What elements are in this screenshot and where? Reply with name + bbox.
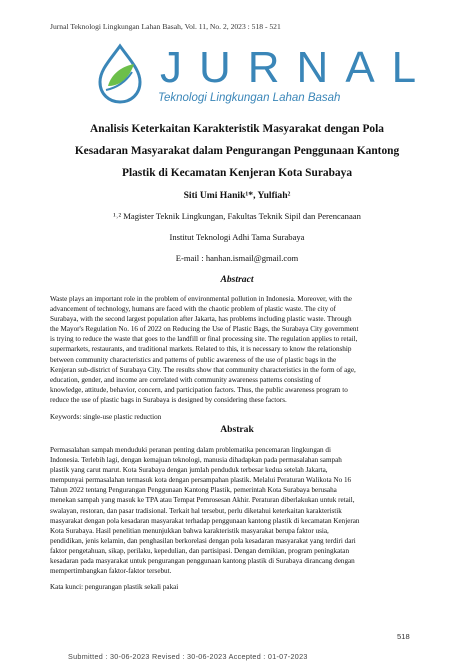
abstrak-line: mempunyai permasalahan termasuk kota dengan persampahan plastik. Melalui Peraturan Walikota No 16 xyxy=(50,476,352,485)
abstrak-line: mempertimbangkan faktor-faktor tersebut. xyxy=(50,567,172,576)
journal-header: Jurnal Teknologi Lingkungan Lahan Basah, Vol. 11, No. 2, 2023 : 518 - 521 xyxy=(50,22,281,31)
abstrak-line: Permasalahan sampah menduduki peranan penting dalam problematika pencemaran lingkungan di xyxy=(50,446,331,454)
abstract-text xyxy=(50,294,424,405)
abstrak-line: kesadaran pada masyarakat untuk pengurangan penggunaan kantong plastik di Surabaya dirancang dengan xyxy=(50,557,355,566)
abstract-heading: Abstract xyxy=(220,274,254,285)
abstract-line: supermarkets, restaurants, and traditional markets. Related to this, it is necessary to know the relationship xyxy=(50,345,352,354)
abstract-line: Surabaya, with the second largest population after Jakarta, has problems including plastic waste. Through xyxy=(50,315,352,324)
logo-wordmark: JURNAL xyxy=(160,43,434,92)
abstrak-line: swalayan, restoran, dan pasar tradisional. Terkait hal tersebut, perlu diketahui keterkaitan karakteristik xyxy=(50,506,342,515)
abstrak-line: Kota Surabaya. Hasil penelitian menunjukkan bahwa karakteristik masyarakat berupa faktor usia, xyxy=(50,526,329,535)
abstract-line: education, gender, and income are correlated with community awareness patterns consisting of xyxy=(50,375,321,384)
page-number: 518 xyxy=(397,632,410,641)
abstrak-line: menekan sampah yang masuk ke TPA atau Tempat Pemrosesan Akhir. Peraturan diberlakukan untuk retail, xyxy=(50,496,355,505)
abstrak-line: pendidikan, jenis kelamin, dan penghasilan berkorelasi dengan pola kesadaran masyarakat yang terdiri dari xyxy=(50,536,356,545)
abstrak-line: faktor pengetahuan, sikap, perilaku, kepedulian, dan partisipasi. Dengan demikian, program peningkatan xyxy=(50,546,350,555)
leaf-drop-logo-icon xyxy=(88,42,152,106)
authors: Siti Umi Hanik¹*, Yulfiah² xyxy=(183,190,291,201)
abstract-line: Kenjeran sub-district of Surabaya City. The results show that community characteristics in the form of age, xyxy=(50,365,356,374)
abstract-line: reduce the use of plastic bags in Surabaya is designed by considering these factors. xyxy=(50,395,287,404)
title-line: Plastik di Kecamatan Kenjeran Kota Surabaya xyxy=(121,167,353,179)
abstrak-heading: Abstrak xyxy=(220,424,254,435)
logo-subtitle: Teknologi Lingkungan Lahan Basah xyxy=(158,92,341,104)
affiliation-institution: Institut Teknologi Adhi Tama Surabaya xyxy=(169,232,305,242)
author-email: E-mail : hanhan.ismail@gmail.com xyxy=(175,253,299,263)
abstrak-line: Tahun 2022 tentang Pengurangan Penggunaan Kantong Plastik, pemerintah Kota Surabaya berusaha xyxy=(50,486,337,495)
abstract-line: advancement of technology, humans are faced with the chaotic problem of plastic waste. The city of xyxy=(50,305,336,314)
journal-logo xyxy=(88,42,434,112)
abstrak-line: masyarakat dengan pola kesadaran masyarakat terhadap penggunaan kantong plastik di kecamatan Kenjeran xyxy=(50,516,360,525)
abstract-line: knowledge, attitude, behavior, concern, and participation factors. Thus, the public awareness program to xyxy=(50,385,348,394)
abstract-line: between community characteristics and patterns of public awareness of the use of plastic bags in the xyxy=(50,355,337,364)
abstrak-text xyxy=(50,445,424,576)
abstrak-line: Indonesia. Terlebih lagi, dengan kemajuan teknologi, manusia dihadapkan pada permasalahan sampah xyxy=(50,456,342,465)
title-line: Analisis Keterkaitan Karakteristik Masyarakat dengan Pola xyxy=(90,123,384,135)
abstrak-line: plastik yang carut marut. Kota Surabaya dengan jumlah penduduk terbesar kedua setelah Jakarta, xyxy=(50,466,328,475)
kata-kunci: Kata kunci: pengurangan plastik sekali pakai xyxy=(50,583,179,591)
keywords: Keywords: single-use plastic reduction xyxy=(50,413,162,421)
abstract-line: is trying to reduce the waste that goes to the landfill or final processing site. The regulation applies to retail, xyxy=(50,335,358,344)
abstract-line: the Mayor's Regulation No. 16 of 2022 on Reducing the Use of Plastic Bags, the Surabaya City government xyxy=(50,325,359,334)
paper-title xyxy=(40,118,434,184)
submission-dates: Submitted : 30-06-2023 Revised : 30-06-2023 Accepted : 01-07-2023 xyxy=(68,652,308,661)
title-line: Kesadaran Masyarakat dalam Pengurangan Penggunaan Kantong xyxy=(74,145,400,157)
abstract-line: Waste plays an important role in the problem of environmental pollution in Indonesia. Moreover, with the xyxy=(50,295,352,303)
affiliation-line: ¹˒² Magister Teknik Lingkungan, Fakultas Teknik Sipil dan Perencanaan xyxy=(113,211,361,221)
